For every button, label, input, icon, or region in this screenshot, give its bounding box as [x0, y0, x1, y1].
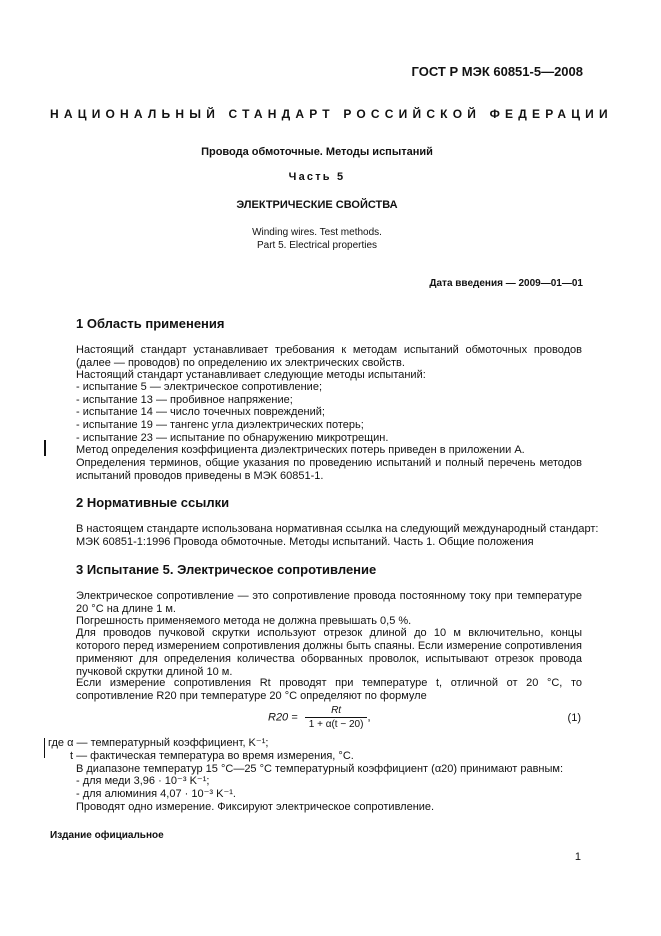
formula-lhs: R20 =: [268, 711, 298, 724]
section3-paragraph5: В диапазоне температур 15 °С—25 °С температурный коэффициент (α20) принимают равным:: [76, 763, 564, 775]
normative-reference: МЭК 60851-1:1996 Провода обмоточные. Методы испытаний. Часть 1. Общие положения: [76, 536, 534, 548]
section2-paragraph1: В настоящем стандарте использована нормативная ссылка на следующий международный стандарт:: [76, 523, 599, 535]
formula-denominator: 1 + α(t − 20): [308, 719, 364, 730]
section3-heading: 3 Испытание 5. Электрическое сопротивление: [76, 562, 377, 577]
list-item: - испытание 5 — электрическое сопротивление;: [76, 381, 322, 393]
document-subtitle: ЭЛЕКТРИЧЕСКИЕ СВОЙСТВА: [236, 199, 398, 211]
section1-paragraph1: Настоящий стандарт устанавливает требования к методам испытаний обмоточных проводов (далее — проводов) по определению их электрических свойств.: [76, 344, 582, 369]
list-item: - испытание 19 — тангенс угла диэлектрических потерь;: [76, 419, 364, 431]
formula-end: ,: [367, 711, 371, 724]
list-item: - испытание 13 — пробивное напряжение;: [76, 394, 293, 406]
section2-heading: 2 Нормативные ссылки: [76, 495, 230, 510]
copper-coefficient: - для меди 3,96 · 10⁻³ K⁻¹;: [76, 775, 210, 787]
aluminium-coefficient: - для алюминия 4,07 · 10⁻³ K⁻¹.: [76, 788, 236, 800]
list-item: - испытание 14 — число точечных повреждений;: [76, 406, 325, 418]
where-t: t — фактическая температура во время измерения, °С.: [70, 750, 354, 762]
section3-paragraph4: Если измерение сопротивления Rt проводят при температуре t, отличной от 20 °С, то сопротивление R20 при температуре 20 °С определяют по формуле: [76, 677, 582, 702]
equation-number: (1): [567, 712, 581, 724]
change-marker: [44, 738, 45, 758]
formula-1: [268, 705, 371, 730]
standard-number: ГОСТ Р МЭК 60851-5—2008: [411, 64, 583, 79]
section3-paragraph1: Электрическое сопротивление — это сопротивление провода постоянному току при температуре 20 °С на длине 1 м.: [76, 590, 582, 615]
section3-paragraph3: Для проводов пучковой скрутки используют отрезок длиной до 10 м включительно, концы которого перед измерением сопротивления должны быть спаяны. Если измерение сопротивления применяют для определения количества оборванных проволок, испытывают отрезок провода пучковой скрутки длиной 10 м.: [76, 627, 582, 678]
section1-paragraph4: Определения терминов, общие указания по проведению испытаний и полный перечень методов испытаний проводов приведены в МЭК 60851-1.: [76, 457, 582, 482]
section1-heading: 1 Область применения: [76, 316, 225, 331]
formula-fraction: [305, 705, 371, 730]
english-title-line1: Winding wires. Test methods.: [252, 227, 382, 238]
section1-paragraph3: Метод определения коэффициента диэлектрических потерь приведен в приложении А.: [76, 444, 525, 456]
edition-label: Издание официальное: [50, 830, 164, 841]
document-title: Провода обмоточные. Методы испытаний: [201, 146, 433, 158]
english-title-line2: Part 5. Electrical properties: [256, 240, 378, 251]
section3-paragraph2: Погрешность применяемого метода не должна превышать 0,5 %.: [76, 615, 412, 627]
change-marker: [44, 440, 46, 456]
where-alpha: где α — температурный коэффициент, K⁻¹;: [48, 737, 269, 749]
page-number: 1: [574, 851, 581, 863]
section3-paragraph6: Проводят одно измерение. Фиксируют электрическое сопротивление.: [76, 801, 435, 813]
formula-numerator: Rt: [305, 705, 368, 718]
national-standard-banner: НАЦИОНАЛЬНЫЙ СТАНДАРТ РОССИЙСКОЙ ФЕДЕРАЦИИ: [50, 107, 613, 121]
introduction-date: Дата введения — 2009—01—01: [429, 278, 583, 289]
list-item: - испытание 23 — испытание по обнаружению микротрещин.: [76, 432, 389, 444]
section1-paragraph2: Настоящий стандарт устанавливает следующие методы испытаний:: [76, 369, 426, 381]
part-label: Часть 5: [288, 171, 346, 183]
